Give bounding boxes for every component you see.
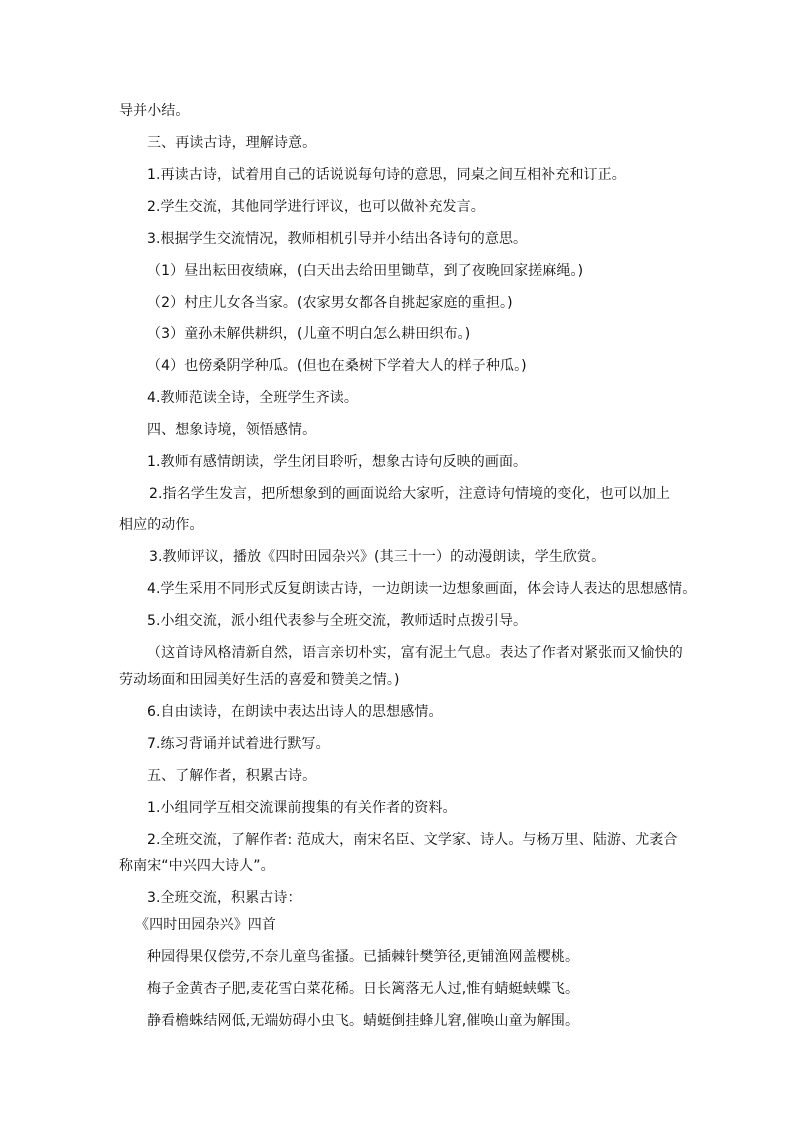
- text-line: 3.教师评议，播放《四时田园杂兴》(其三十一）的动漫朗读，学生欣赏。: [149, 549, 606, 565]
- text-line: 4.学生采用不同形式反复朗读古诗，一边朗读一边想象画面，体会诗人表达的思想感情。: [147, 581, 697, 597]
- text-line: （1）昼出耘田夜绩麻，(白天出去给田里锄草，到了夜晚回家搓麻绳。): [147, 263, 584, 279]
- text-line: 导并小结。: [119, 103, 190, 119]
- text-line: 相应的动作。: [119, 517, 204, 533]
- section-heading: 四、想象诗境，领悟感情。: [147, 422, 317, 438]
- text-line: 7.练习背诵并试着进行默写。: [147, 736, 330, 752]
- text-line: （2）村庄儿女各当家。(农家男女都各自挑起家庭的重担。): [147, 295, 513, 311]
- text-line: （这首诗风格清新自然，语言亲切朴实，富有泥土气息。表达了作者对紧张而又愉快的: [147, 645, 683, 661]
- poem-line: 静看檐蛛结网低,无端妨碍小虫飞。蜻蜓倒挂蜂儿窘,催唤山童为解围。: [147, 1013, 580, 1029]
- text-line: 2.指名学生发言，把所想象到的画面说给大家听，注意诗句情境的变化，也可以加上: [149, 486, 671, 502]
- poem-line: 梅子金黄杏子肥,麦花雪白菜花稀。日长篱落无人过,惟有蜻蜓蛱蝶飞。: [147, 981, 580, 997]
- text-line: （3）童孙未解供耕织，(儿童不明白怎么耕田织布。): [147, 326, 471, 342]
- text-line: 1.小组同学互相交流课前搜集的有关作者的资料。: [147, 800, 457, 816]
- poem-line: 种园得果仅偿劳,不奈儿童鸟雀搔。已插棘针樊笋径,更铺渔网盖樱桃。: [147, 949, 580, 965]
- text-line: 2.学生交流，其他同学进行评议，也可以做补充发言。: [147, 199, 485, 215]
- text-line: 1.再读古诗，试着用自己的话说说每句诗的意思，同桌之间互相补充和订正。: [147, 167, 626, 183]
- text-line: 6.自由读诗，在朗读中表达出诗人的思想感情。: [147, 704, 443, 720]
- poem-title: 《四时田园杂兴》四首: [135, 917, 276, 933]
- section-heading: 三、再读古诗，理解诗意。: [147, 135, 317, 151]
- text-line: 3.根据学生交流情况，教师相机引导并小结出各诗句的意思。: [147, 231, 528, 247]
- text-line: 3.全班交流，积累古诗：: [147, 890, 302, 906]
- text-line: 1.教师有感情朗读，学生闭目聆听，想象古诗句反映的画面。: [147, 454, 528, 470]
- text-line: 4.教师范读全诗，全班学生齐读。: [147, 390, 358, 406]
- section-heading: 五、了解作者，积累古诗。: [147, 768, 317, 784]
- text-line: 5.小组交流，派小组代表参与全班交流，教师适时点拨引导。: [147, 613, 528, 629]
- text-line: 称南宋“中兴四大诗人”。: [119, 858, 275, 874]
- text-line: 劳动场面和田园美好生活的喜爱和赞美之情。): [119, 672, 400, 688]
- text-line: 2.全班交流，了解作者: 范成大，南宋名臣、文学家、诗人。与杨万里、陆游、尤袤合: [147, 832, 678, 848]
- text-line: （4）也傍桑阴学种瓜。(但也在桑树下学着大人的样子种瓜。): [147, 358, 527, 374]
